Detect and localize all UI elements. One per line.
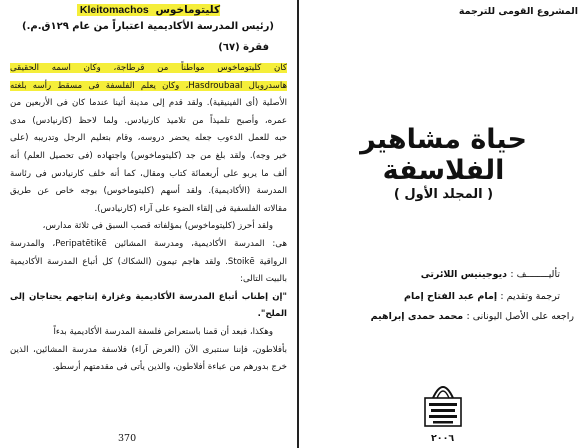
publisher-series: المشروع القومى للترجمة xyxy=(458,6,578,17)
author-credit xyxy=(421,269,560,280)
translator-credit xyxy=(404,291,560,302)
page-subheader: (رئيس المدرسة الأكاديمية اعتباراً من عام ١٢٩ق.م.) xyxy=(22,21,274,32)
translator-name: إمام عبد الفتاح إمام xyxy=(404,291,498,302)
quote-line: الملح". xyxy=(257,309,287,320)
body-line: ألف ما يربو على أربعمائة كتاب ومقال، كما أنه خلف كارنيادس فى رئاسة xyxy=(10,168,287,179)
body-line: عمره، وأصبح تلميذاً من تلاميذ كارنيادس. ولما لاحظ (كارنيادس) مدى xyxy=(10,115,287,126)
body-line xyxy=(10,78,287,96)
header-latin-name: Kleitomachos xyxy=(79,4,149,16)
body-line: ولقد أحرز (كليتوماخوس) بمؤلفاته قصب السبق فى ثلاثة مدارس، xyxy=(42,221,273,232)
body-line: بالبيت التالى: xyxy=(240,274,287,285)
body-line: خرج بدورهم من عباءة أفلاطون، والذين يأتى فى مقدمتهم أرسطو. xyxy=(52,362,287,373)
right-page xyxy=(299,0,588,448)
page-header xyxy=(12,4,285,16)
reviewer-name: محمد حمدى إبراهيم xyxy=(370,311,464,322)
author-label: تأليــــــــف : xyxy=(510,269,560,280)
page-number: 370 xyxy=(118,433,137,444)
header-arabic-name: كليتوماخوس xyxy=(155,4,221,16)
body-text xyxy=(10,60,287,377)
body-line: المدرسة (الأكاديمية). ولقد أسهم (كليتوماخوس) بوجه خاص عن طريق xyxy=(10,186,287,197)
quote-line: "إن إطناب أتباع المدرسة الأكاديمية وغزارة إنتاجهم يحتاجان إلى xyxy=(10,291,287,302)
body-line: الرواقية Stoikē. ولقد هاجم تيمون (الشكاك) كل أتباع المدرسة الأكاديمية xyxy=(10,256,287,267)
fragment-number: فقرة (٦٧) xyxy=(218,42,269,53)
body-line: حبه للعمل الدءوب جعله يحضر دروسه، وقام بتعليم الرجل وتدريبه (على xyxy=(10,133,287,144)
volume-label: ( المجلد الأول ) xyxy=(393,187,494,202)
body-line-text: الأصلية (أى الفينيقية). ولقد قدم إلى مدينة أثينا عندما كان فى الأربعين من xyxy=(10,98,287,109)
header-highlight xyxy=(77,4,220,16)
highlighted-text: هاسدروبال Hasdroubaal، وكان يعلم الفلسفة فى مسقط رأسه بلغته xyxy=(10,80,287,91)
review-label: راجعه على الأصل اليونانى : xyxy=(466,311,574,322)
body-line xyxy=(10,60,287,78)
body-line: وهكذا، فبعد أن قمنا باستعراض فلسفة المدرسة الأكاديمية بدءاً xyxy=(53,326,273,337)
publication-year: ٢٠٠٦ xyxy=(431,433,455,444)
translation-label: ترجمة وتقديم : xyxy=(500,291,560,302)
author-name: ديوجينيس اللائرتى xyxy=(420,269,508,280)
body-line: هى: المدرسة الأكاديمية، ومدرسة المشائين Peripatētikē، والمدرسة xyxy=(10,238,287,249)
body-line: خير وجه). ولقد بلغ من جد (كليتوماخوس) واجتهاده (فى تحصيل العلم) أنه xyxy=(10,150,287,161)
reviewer-credit xyxy=(371,311,574,322)
highlighted-text: كان كليتوماخوس مواطناً من قرطاجة، وكان اسمه الحقيقى xyxy=(10,63,287,73)
council-logo-icon xyxy=(411,372,475,428)
body-line: بأفلاطون، فإننا سنتبرى الآن (العرض آراء) فلاسفة مدرسة المشائين، الذين xyxy=(10,344,287,355)
body-line: مقالاته الفلسفية فى إلقاء الضوء على آراء (كارنيادس). xyxy=(94,203,287,214)
book-title: حياة مشاهير الفلاسفة xyxy=(360,124,527,186)
body-line xyxy=(10,95,287,113)
